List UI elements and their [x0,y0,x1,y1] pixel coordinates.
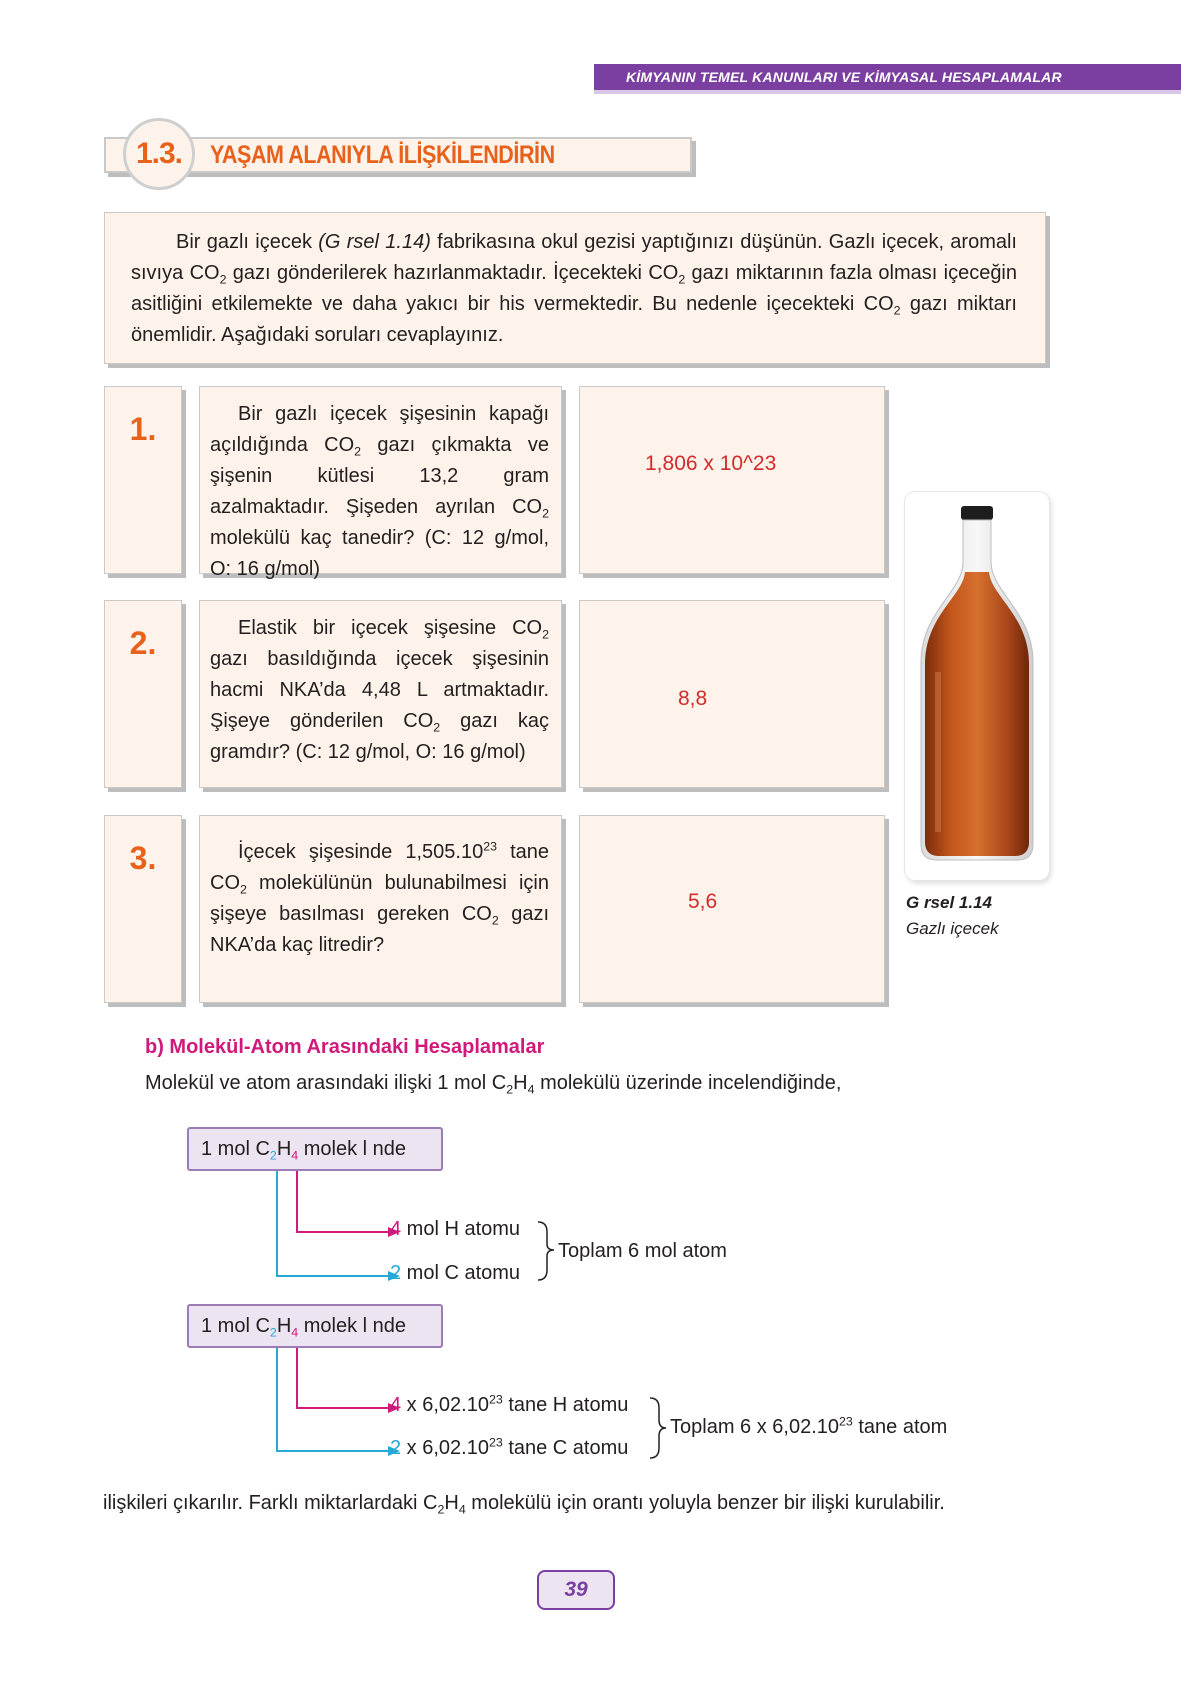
question-1-answer: 1,806 x 10^23 [645,452,777,475]
question-1-number: 1. [104,386,182,574]
figure-label: G rsel 1.14 [906,893,993,912]
question-2-number: 2. [104,600,182,788]
figure-caption: Gazlı içecek [906,919,999,938]
question-3-text: İçecek şişesinde 1,505.10$^{23}$ tane $CO_2$ molekülünün bulunabilmesi için şişeye basılması gereken $CO_2$ gazı NKA’da kaç litredir? [199,815,562,1003]
diagram-1-box: 1 mol $C_2H_4$ molek l nde [187,1127,443,1171]
chapter-header: KİMYANIN TEMEL KANUNLARI VE KİMYASAL HESAPLAMALAR [594,64,1181,90]
subsection-title: b) Molekül-Atom Arasındaki Hesaplamalar [145,1036,545,1058]
diagram-1-h-atoms: 4 mol H atomu [390,1218,521,1240]
diagram-1-c-atoms: 2 mol C atomu [390,1262,521,1284]
diagram-2-h-atoms: 4 x 6,02.10$^{23}$ tane H atomu [390,1392,629,1416]
diagram-2-c-atoms: 2 x 6,02.10$^{23}$ tane C atomu [390,1435,629,1459]
intro-text: Bir gazlı içecek (G rsel 1.14) fabrikasına okul gezisi yaptığınızı düşünün. Gazlı içecek, aromalı sıvıya $CO_2$ gazı gönderilerek hazırlanmaktadır. İçecekteki $CO_2$ gazı miktarının fazla olması içeceğin asitliğini etkilemekte ve daha yakıcı bir his vermektedir. Bu nedenle içecekteki $CO_2$ gazı miktarı önemlidir. Aşağıdaki soruları cevaplayınız. [131,231,1018,346]
question-2-answer: 8,8 [678,687,708,710]
question-2-text: Elastik bir içecek şişesine $CO_2$ gazı basıldığında içecek şişesinin hacmi NKA’da 4,48 L artmaktadır. Şişeye gönderilen $CO_2$ gazı kaç gramdır? (C: 12 g/mol, O: 16 g/mol) [199,600,562,788]
question-3-number: 3. [104,815,182,1003]
section-title: YAŞAM ALANIYLA İLİŞKİLENDİRİN [210,141,555,169]
question-3-answer: 5,6 [688,890,718,913]
page-number: 39 [537,1570,615,1610]
closing-sentence: ilişkileri çıkarılır. Farklı miktarlardaki $C_2H_4$ molekülü için orantı yoluyla benzer bir ilişki kurulabilir. [103,1492,945,1517]
diagram-2-total: Toplam 6 x 6,02.10$^{23}$ tane atom [670,1414,948,1438]
question-1-text: Bir gazlı içecek şişesinin kapağı açıldığında $CO_2$ gazı çıkmakta ve şişenin kütlesi 13,2 gram azalmaktadır. Şişeden ayrılan $CO_2$ molekülü kaç tanedir? (C: 12 g/mol, O: 16 g/mol) [199,386,562,574]
diagram-1-total: Toplam 6 mol atom [558,1240,727,1262]
figure-reference: (G rsel 1.14) [318,231,431,253]
subsection-intro: Molekül ve atom arasındaki ilişki 1 mol $C_2H_4$ molekülü üzerinde incelendiğinde, [145,1072,842,1097]
section-number: 1.3. [123,118,195,190]
diagram-2-box: 1 mol $C_2H_4$ molek l nde [187,1304,443,1348]
